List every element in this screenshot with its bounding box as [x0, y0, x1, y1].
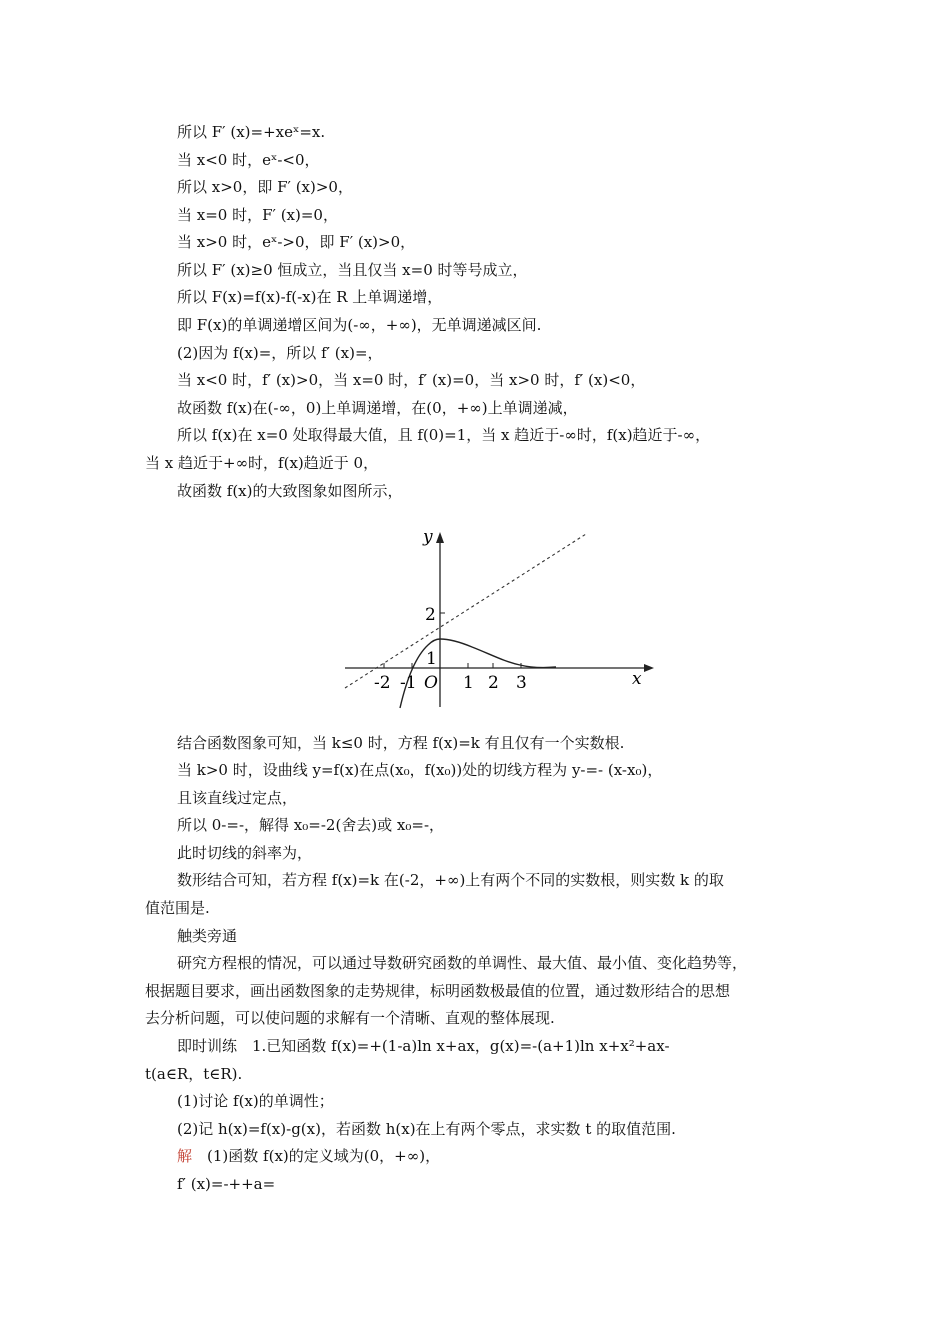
y-axis-arrow-icon: [436, 532, 444, 543]
text-line: 当 x>0 时，eˣ->0，即 F′ (x)>0，: [177, 233, 416, 251]
text-line: 结合函数图象可知，当 k≤0 时，方程 f(x)=k 有且仅有一个实数根.: [177, 734, 625, 752]
text-line: 所以 0-=-，解得 x₀=-2(舍去)或 x₀=-，: [177, 816, 445, 834]
text-line: 当 k>0 时，设曲线 y=f(x)在点(x₀，f(x₀))处的切线方程为 y-=- (x-x₀)，: [177, 761, 663, 779]
text-line: 根据题目要求，画出函数图象的走势规律，标明函数极最值的位置，通过数形结合的思想: [145, 982, 731, 1000]
text-line: t(a∈R，t∈R).: [145, 1065, 243, 1083]
tangent-line: [345, 534, 586, 688]
solution-line: [177, 1146, 440, 1166]
text-line: 所以 F′ (x)=+xeˣ=x.: [177, 123, 326, 141]
text-line: 值范围是.: [145, 899, 210, 917]
text-line: 去分析问题，可以使问题的求解有一个清晰、直观的整体展现.: [145, 1009, 555, 1027]
text-line: 故函数 f(x)在(-∞，0)上单调递增，在(0，+∞)上单调递减，: [177, 399, 578, 417]
y-axis-label: y: [423, 527, 433, 547]
text-line: (1)函数 f(x)的定义域为(0，+∞)，: [207, 1147, 441, 1165]
text-line: 当 x<0 时，eˣ-<0，: [177, 151, 320, 169]
x-axis-arrow-icon: [644, 664, 654, 672]
text-line: 数形结合可知，若方程 f(x)=k 在(-2，+∞)上有两个不同的实数根，则实数 k 的取: [177, 871, 724, 889]
section-heading: 触类旁通: [177, 927, 238, 945]
x-tick-label: 1: [463, 673, 474, 693]
text-line: (2)因为 f(x)=，所以 f′ (x)=，: [177, 344, 383, 362]
text-line: 当 x=0 时，F′ (x)=0，: [177, 206, 338, 224]
text-line: f′ (x)=-++a=: [177, 1175, 276, 1193]
text-line: 此时切线的斜率为，: [177, 844, 313, 862]
solution-label: 解: [177, 1147, 193, 1165]
text-line: 即 F(x)的单调递增区间为(-∞，+∞)，无单调递减区间.: [177, 316, 542, 334]
y-tick-label: 1: [426, 649, 437, 669]
origin-label: O: [424, 673, 438, 693]
text-line: 所以 f(x)在 x=0 处取得最大值，且 f(0)=1，当 x 趋近于-∞时，f(x)趋近于-∞，: [177, 426, 711, 444]
text-line: (1)讨论 f(x)的单调性；: [177, 1092, 334, 1110]
text-line: 当 x 趋近于+∞时，f(x)趋近于 0，: [145, 454, 379, 472]
x-tick-label: 2: [488, 673, 499, 693]
text-line: 故函数 f(x)的大致图象如图所示，: [177, 482, 403, 500]
function-graph: [320, 512, 665, 712]
text-line: 且该直线过定点，: [177, 789, 298, 807]
graph-svg: [320, 512, 665, 712]
text-line: 所以 x>0，即 F′ (x)>0，: [177, 178, 353, 196]
x-axis-label: x: [632, 669, 642, 689]
text-line: 所以 F′ (x)≥0 恒成立，当且仅当 x=0 时等号成立，: [177, 261, 528, 279]
text-line: 研究方程根的情况，可以通过导数研究函数的单调性、最大值、最小值、变化趋势等，: [177, 954, 748, 972]
x-tick-label: -2: [374, 673, 391, 693]
x-tick-label: 3: [516, 673, 527, 693]
text-line: (2)记 h(x)=f(x)-g(x)，若函数 h(x)在上有两个零点，求实数 t 的取值范围.: [177, 1120, 676, 1138]
text-line: 当 x<0 时，f′ (x)>0，当 x=0 时，f′ (x)=0，当 x>0 时，f′ (x)<0，: [177, 371, 646, 389]
x-tick-label: -1: [400, 673, 417, 693]
y-tick-label: 2: [425, 605, 436, 625]
text-line: 所以 F(x)=f(x)-f(-x)在 R 上单调递增，: [177, 288, 443, 306]
text-line: 即时训练 1.已知函数 f(x)=+(1-a)ln x+ax，g(x)=-(a+1)ln x+x²+ax-: [177, 1037, 670, 1055]
